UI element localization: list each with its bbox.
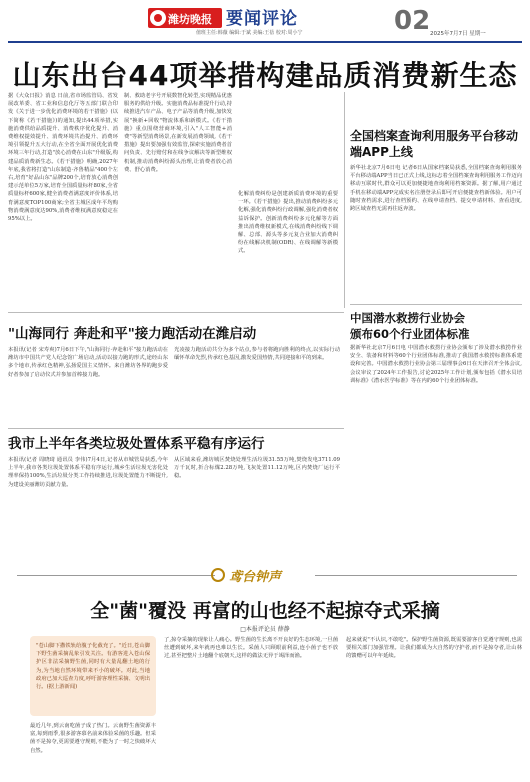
staff-credits: 值班主任:韩薇 编辑:于斌 美编:王蓓 校对:周小宁 <box>196 30 303 36</box>
logo-text: 潍坊晚报 <box>168 13 212 26</box>
article2-headline: 全国档案查询利用服务平台移动端APP上线 <box>350 129 519 159</box>
article4-col2: 光凌接力跑活动共分为多个站点,参与者将跑向胜利的终点,以实际行动缅怀革命先烈,传承红色基因,激发爱国热情,共同迎接和平的到来。 <box>174 347 340 362</box>
main-article-col2: 制、救助老字号开展数智化转型,实现精品优惠服务的供给升级。实施消费品标准提升行动,持续推进汽车产品、电子产品等消费升级,加快发展"换新+回收"物流体系和新模式。《若干措施》重点围绕营商环境,引入"人工智能+消费"等新型消费场景,在新发展消费领域,《若干措施》提出要加强有效监管,探索实施消费者首问负责、先行赔付和在线争议解决等新型维权机制,推动消费纠纷源头治理,让消费者放心消费、舒心消费。 <box>124 93 232 173</box>
commentary-col3: 起来就说"不认识,不敢吃"。保护野生菌资源,既需要游客自觉遵守规则,也需要相关部门加强管理。让我们都成为大自然的守护者,而不是掠夺者,让山林的馈赠可以年年延续。 <box>346 637 522 660</box>
commentary-col2: 了,掠夺采摘的现象让人痛心。野生菌的生长离不开良好的生态环境,一旦菌丝遭到破坏,来年就再也难以生长。采菌人只顾眼前利益,连小菌子也不放过,甚至把整片土地翻个底朝天,这样的做法无异于竭泽而渔。 <box>164 637 338 660</box>
logo-circle-icon <box>150 10 166 26</box>
article5-col1: 本报讯(记者 周晓琦 通讯员 李伟)7月4日,记者从市城管局获悉,今年上半年,我市各类垃圾处置体系平稳有序运行,城乡生活垃圾无害化处理率保持100%,生活垃圾分类工作持续推进,垃圾处置能力不断提升,为建设美丽潍坊贡献力量。 <box>8 457 168 488</box>
section-divider <box>8 312 344 313</box>
news-quote-box <box>30 636 156 716</box>
article5-headline: 我市上半年各类垃圾处置体系平稳有序运行 <box>8 436 265 452</box>
section-divider <box>350 304 522 305</box>
article2-body: 新华社北京7月6日电 记者6日从国家档案局获悉,全国档案查询利用服务平台移动端APP当日已正式上线,这标志着全国档案查询利用服务工作迈向移动互联时代,群众可以更加便捷地查询利用档案资源。据了解,用户通过手机在移动端APP完成实名注册登录后即可开启便捷查档新体验。用户可随时查档需求,进行查档预约、在线申请查档、提交申请材料、查看进度,跨区域查档无需再往返奔波。 <box>350 165 522 213</box>
section-divider <box>8 428 344 429</box>
header-rule <box>8 41 522 43</box>
article5-col2: 从区域来看,潍坊城区焚烧处理生活垃圾31.55万吨,焚烧发电3711.09万千瓦时,折合标煤2.28万吨,飞灰处置11.12万吨,区内焚烧厂运行平稳。 <box>174 457 340 480</box>
column-name: 鸢台钟声 <box>229 570 282 585</box>
main-headline: 山东出台44项举措构建品质消费新生态 <box>12 59 518 92</box>
masthead <box>0 0 530 44</box>
section-title: 要闻评论 <box>226 9 298 29</box>
commentary-col1: 最近几年,到云南吃菌子成了热门。云南野生菌资源丰富,每到雨季,很多游客慕名前来体验采菌的乐趣。但采菌不是掠夺,更需要遵守规则,不能为了一时之快破坏大自然。 <box>30 723 156 754</box>
bell-icon <box>211 568 225 582</box>
quote-text: "苍山脚下撒铁轨给腹子化截充了。"近日,苍山脚下野生菌采摘乱象引发关注。有游客进入苍山保护区非法采摘野生菌,同时有大量乱翻土地的行为,为当地自然环境带来不小的破坏。对此,当地政府已加大巡查力度,呼吁游客理性采摘、文明出行。(据上游新闻) <box>36 643 150 691</box>
main-article-col3: 化解消费纠纷是创建新质消费环境的重要一环。《若干措施》提出,推动消费纠纷多元化解,强化消费纠纷行政调解,强化消费者权益诉保护。创新消费纠纷多元化解等方面推出消费维权新模式,在线消费纠纷线下调解、总部、源头等多元复合业加大消费纠纷在线解决机制(ODR)、在线调解等新模式。 <box>238 191 338 255</box>
newspaper-logo <box>148 8 222 28</box>
article3-body: 据新华社北京7月6日电 中国潜水救捞行业协会颁布了涉及潜水救捞作业安全、装备和材料等60个行业团体标准,推动了我国潜水救捞标准体系建设和完善。中国潜水救捞行业协会第三届理事会6日在天津召开全体会议,会议审议了2024年工作报告,讨论2025年工作计划,颁布包括《潜水员培训标准》《潜水医学标准》等在内的60个行业团体标准。 <box>350 345 522 384</box>
commentary-byline: □本报评论员 薛静 <box>240 626 290 633</box>
article3-headline-line2: 颁布60个行业团体标准 <box>350 327 470 341</box>
main-article-col1: 据《大众日报》消息 日前,省市场监管局、省发展改革委、省工业和信息化厅等五部门联合印发《关于进一步优化消费环境的若干措施》(以下简称《若干措施》)的通知,提出44项举措,实施消费供给品质提升、消费秩序优化提升、消费维权提效提升、消费环境共治提升、消费环境引领提升五大行动,在全省全面开展优化消费环境三年行动,打造"放心消费在山东"升级版,构建品质消费新生态。《若干措施》明确,2027年年底,我省将打造"山东制造·齐鲁精品"400个左右,培育"好品山东"品牌200个,培育放心消费创建示范单位5万家,培育全国质量标杆80家,全省质量标杆600家,健全消费者满意度评价体系,培育满意度TOP100商家;全省主城区成年平均购物消费满意度达90%,消费者维权满意度稳定在95%以上。 <box>8 93 118 223</box>
commentary-headline: 全"菌"覆没 再富的山也经不起掠夺式采摘 <box>90 600 440 622</box>
page-number: 02 <box>394 6 431 36</box>
issue-date: 2025年7月7日 星期一 <box>430 31 486 37</box>
article3-headline-line1: 中国潜水救捞行业协会 <box>350 311 465 325</box>
article4-headline: "山海同行 奔赴和平"接力跑活动在潍启动 <box>8 326 257 342</box>
column-divider <box>344 92 345 308</box>
column-banner <box>185 566 345 584</box>
article4-col1: 本报讯(记者 宋寿爽)7月6日下午,"山海同行·奔赴和平"接力跑活动在潍坊市中国共产党人纪念馆广场启动,活动以接力跑的形式,途经山东多个地市,传承红色精神,弘扬爱国主义情怀。来自潍坊各界的跑步爱好者参加了启动仪式并参加首棒接力跑。 <box>8 347 168 378</box>
